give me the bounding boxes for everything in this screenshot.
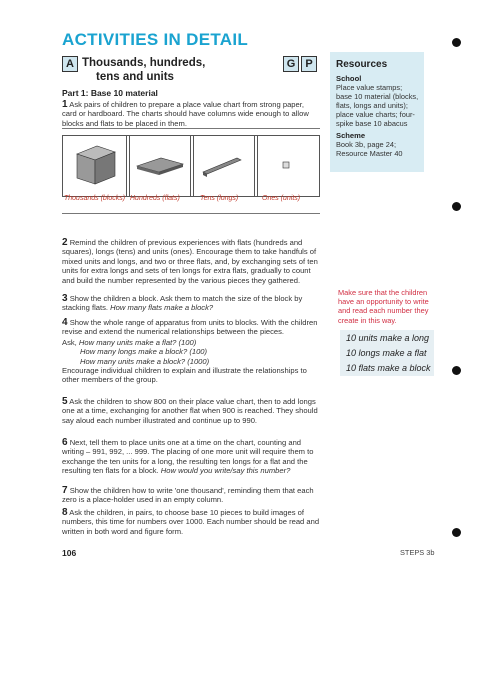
question-1: How many units make a flat? (100): [78, 337, 197, 347]
school-text: Place value stamps; base 10 material (blocks, flats, longs and units); place value charts; four-spike base 10 abacus: [336, 83, 419, 128]
part-heading: Part 1: Base 10 material: [62, 88, 158, 98]
binder-hole: [452, 366, 461, 375]
ask-label: Ask,: [62, 337, 77, 347]
handwritten-note: [340, 330, 434, 376]
step-number: 6: [62, 437, 68, 448]
chart-column-tens: [190, 135, 258, 197]
group-badge: G: [283, 56, 299, 72]
step-6: [62, 438, 320, 476]
activity-letter-badge: A: [62, 56, 78, 72]
scheme-text: Book 3b, page 24; Resource Master 40: [336, 140, 403, 158]
step-question: How would you write/say this number?: [160, 466, 291, 476]
binder-hole: [452, 38, 461, 47]
handwritten-line: 10 flats make a block: [346, 363, 431, 373]
question-3: How many units make a block? (1000): [80, 356, 210, 366]
activity-title-line1: Thousands, hundreds,: [82, 57, 206, 69]
step-2: [62, 238, 320, 285]
chart-label-hundreds: Hundreds (flats): [130, 195, 180, 202]
chart-column-thousands: [62, 135, 130, 197]
step-4-followup: Encourage individual children to explain and illustrate the relationships to other members of the group.: [62, 366, 307, 385]
unit-icon: [255, 136, 319, 196]
step-4: [62, 318, 320, 385]
step-text: Ask pairs of children to prepare a place value chart from strong paper, card or hardboard. The charts should have columns wide enough to allow blocks and flats to be placed in them.: [62, 100, 309, 128]
chart-column-hundreds: [126, 135, 194, 197]
handwritten-line: 10 units make a long: [346, 333, 430, 343]
step-number: 7: [62, 485, 68, 496]
binder-hole: [452, 202, 461, 211]
block-icon: [63, 136, 129, 196]
resources-heading: Resources: [336, 59, 388, 70]
binder-hole: [452, 528, 461, 537]
activity-title-line2: tens and units: [96, 71, 174, 83]
step-7: [62, 486, 320, 505]
step-question: How many flats make a block?: [110, 303, 214, 313]
margin-note: Make sure that the children have an opportunity to write and read each number they create in this way.: [338, 288, 429, 325]
step-5: [62, 397, 320, 425]
question-2: How many longs make a block? (100): [80, 347, 208, 357]
step-text: Ask the children to show 800 on their place value chart, then to add longs one at a time, exchanging for another flat when 900 is reached. They should say aloud each number illustrated and continue up to 990.: [62, 397, 318, 425]
resources-panel: [330, 52, 424, 172]
chart-column-ones: [254, 135, 320, 197]
step-3: [62, 294, 320, 313]
step-text: Show the children a block. Ask them to match the size of the block by stacking flats.: [62, 294, 303, 313]
flat-icon: [127, 136, 193, 196]
page-number: 106: [62, 548, 77, 558]
pairs-badge: P: [301, 56, 317, 72]
chart-label-ones: Ones (units): [262, 195, 301, 202]
page-title: ACTIVITIES IN DETAIL: [62, 30, 249, 49]
step-1: [62, 100, 320, 128]
step-8: [62, 508, 320, 536]
step-text: Show the children how to write 'one thousand', reminding them that each zero is a place-holder used in an empty column.: [62, 486, 314, 505]
scheme-label: Scheme: [336, 131, 366, 140]
school-label: School: [336, 74, 362, 83]
book-reference: STEPS 3b: [400, 548, 435, 557]
chart-label-thousands: Thousands (blocks): [64, 195, 126, 202]
step-number: 1: [62, 99, 68, 110]
step-number: 4: [62, 317, 68, 328]
step-text: Next, tell them to place units one at a time on the chart, counting and writing – 991, 992, ... 999. The placing of one more unit will require them to exchange the ten units for a long, the resulting ten longs for a flat and the resulting ten flats for a block.: [62, 438, 314, 476]
place-value-chart: [62, 128, 320, 214]
long-icon: [191, 136, 257, 196]
step-text: Show the whole range of apparatus from units to blocks. With the children revise and extend the numerical relationships between the pieces.: [62, 318, 318, 337]
step-text: Ask the children, in pairs, to choose base 10 pieces to build images of numbers, this time for numbers over 1000. Each number should be read and written in both word and figure form.: [62, 508, 320, 536]
step-number: 5: [62, 396, 68, 407]
step-number: 8: [62, 507, 68, 518]
step-number: 2: [62, 237, 68, 248]
handwritten-line: 10 longs make a flat: [346, 348, 427, 358]
chart-label-tens: Tens (longs): [200, 195, 239, 202]
step-number: 3: [62, 293, 68, 304]
step-text: Remind the children of previous experiences with flats (hundreds and squares), longs (tens) and units (ones). Encourage them to take handfuls of mixed units and longs, and two or three flats, and, by exchanging sets of ten units for extra longs and sets of ten longs for extra flats, gradually to count and build the number represented by the various pieces they gathered.: [62, 238, 318, 285]
